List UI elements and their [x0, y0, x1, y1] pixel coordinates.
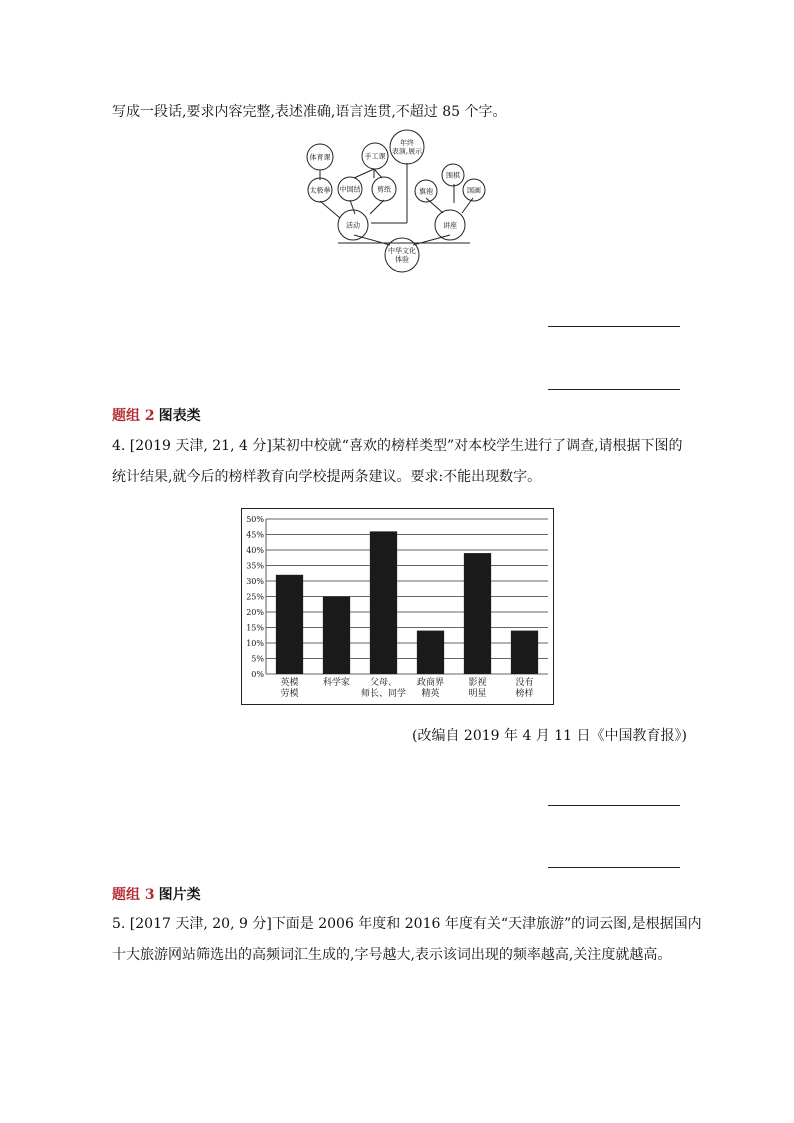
group-3-label: 题组 3 [112, 887, 155, 903]
concept-tree-diagram [300, 128, 500, 273]
node-chess: 围棋 [446, 171, 460, 180]
bar [511, 631, 538, 674]
y-tick-label: 40% [246, 546, 264, 555]
y-tick-label: 25% [246, 592, 264, 602]
x-category-label: 父母、师长、同学 [360, 678, 407, 699]
node-lecture: 讲座 [443, 221, 457, 230]
group-3-header [112, 884, 201, 904]
answer-line[interactable] [548, 389, 680, 390]
group-2-header [112, 405, 201, 425]
node-chinese-knot: 中国结 [339, 185, 361, 194]
y-tick-label: 35% [246, 561, 264, 571]
group-3-title: 图片类 [158, 887, 201, 903]
q5-line-2: 十大旅游网站筛选出的高频词汇生成的,字号越大,表示该词出现的频率越高,关注度就越高。 [112, 947, 672, 963]
y-tick-label: 5% [251, 654, 264, 664]
y-tick-label: 20% [246, 608, 264, 617]
y-tick-label: 30% [246, 577, 264, 586]
answer-line[interactable] [548, 326, 680, 327]
y-tick-label: 10% [246, 639, 264, 648]
node-papercut: 剪纸 [377, 185, 391, 194]
x-category-label: 政商界精英 [416, 678, 445, 699]
q5-line-1: 5. [2017 天津, 20, 9 分]下面是 2006 年度和 2016 年度有关“天津旅游”的词云图,是根据国内 [112, 916, 702, 932]
y-tick-label: 0% [251, 670, 264, 679]
y-tick-label: 45% [246, 530, 264, 540]
node-handcraft: 手工课 [364, 152, 386, 161]
node-painting: 国画 [467, 186, 481, 195]
y-tick-label: 50% [246, 515, 264, 524]
node-taiji: 太极拳 [309, 186, 331, 195]
y-tick-label: 15% [246, 623, 264, 633]
x-category-label: 影视明星 [468, 678, 487, 699]
answer-line[interactable] [548, 805, 680, 806]
bar-chart [241, 508, 554, 705]
q4-line-2: 统计结果,就今后的榜样教育向学校提两条建议。要求:不能出现数字。 [112, 469, 542, 485]
answer-line[interactable] [548, 867, 680, 868]
bar [417, 631, 444, 674]
group-2-label: 题组 2 [112, 408, 155, 424]
x-category-label: 科学家 [322, 678, 351, 688]
x-category-label: 英模劳模 [280, 678, 299, 699]
node-yearend-show: 年终表演,展示 [391, 139, 423, 156]
bar [323, 597, 350, 675]
node-qipao: 旗袍 [419, 187, 433, 196]
source-citation: (改编自 2019 年 4 月 11 日《中国教育报》) [412, 728, 687, 744]
q4-line-1: 4. [2019 天津, 21, 4 分]某初中校就“喜欢的榜样类型”对本校学生进行了调查,请根据下图的 [112, 438, 683, 454]
group-2-title: 图表类 [158, 408, 201, 424]
x-category-label: 没有榜样 [515, 678, 534, 699]
bar [464, 553, 491, 674]
node-activity: 活动 [346, 221, 360, 230]
node-sports-class: 体育课 [309, 153, 331, 162]
intro-line: 写成一段话,要求内容完整,表述准确,语言连贯,不超过 85 个字。 [112, 104, 507, 120]
bar [276, 575, 303, 674]
bar [370, 531, 397, 674]
node-root: 中华文化体验 [388, 247, 416, 264]
